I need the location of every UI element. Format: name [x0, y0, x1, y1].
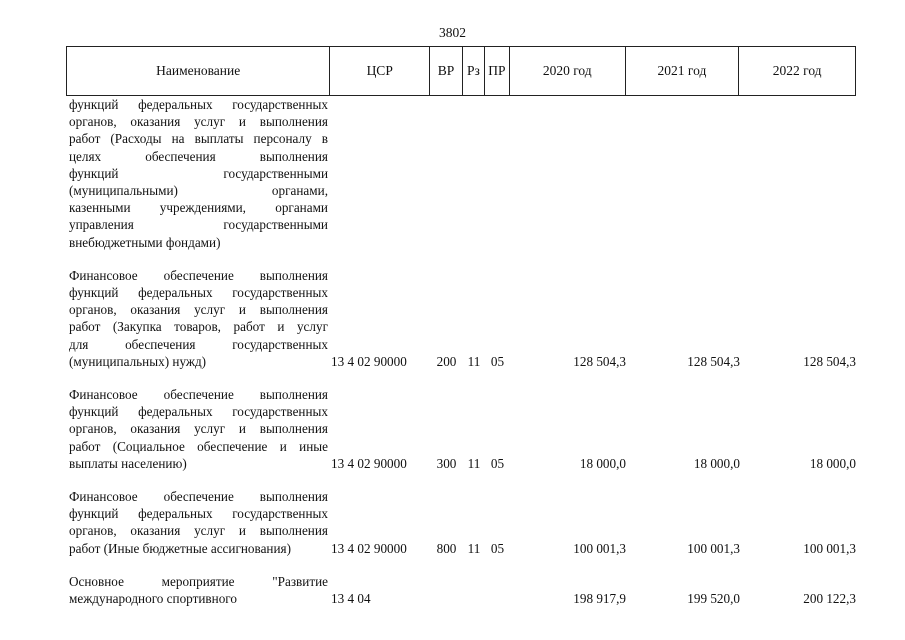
row-vr: 800 — [436, 540, 457, 556]
row-rz: 11 — [467, 353, 481, 369]
row-name-line: Финансовое обеспечение выполнения — [69, 387, 328, 403]
row-name-line: функций федеральных государственных — [69, 404, 328, 420]
row-name — [66, 267, 330, 370]
row-name-line: внебюджетными фондами) — [69, 234, 221, 250]
row-name-line: управления государственными — [69, 217, 328, 233]
row-pr: 05 — [490, 540, 505, 556]
row-csr: 13 4 02 90000 — [331, 540, 407, 556]
row-name-line: органов, оказания услуг и выполнения — [69, 523, 328, 539]
row-2022-value: 200 122,3 — [803, 591, 856, 607]
table-row — [66, 386, 866, 472]
row-name-line: (муниципальных) нужд) — [69, 353, 207, 369]
row-2021-value: 100 001,3 — [687, 540, 740, 556]
header-2022: 2022 год — [772, 63, 822, 78]
row-2020-value: 100 001,3 — [573, 540, 626, 556]
row-name-line: Финансовое обеспечение выполнения — [69, 489, 328, 505]
header-name: Наименование — [67, 47, 330, 95]
row-rz: 11 — [467, 455, 481, 471]
row-name-line: выплаты населению) — [69, 455, 187, 471]
table-row — [66, 96, 866, 251]
row-name-line: целях обеспечения выполнения — [69, 148, 328, 164]
row-name — [66, 573, 330, 607]
row-rz: 11 — [467, 540, 481, 556]
row-2020-value: 198 917,9 — [573, 591, 626, 607]
table-body — [66, 96, 866, 607]
row-name-line: Основное мероприятие "Развитие — [69, 573, 328, 589]
row-csr: 13 4 02 90000 — [331, 353, 407, 369]
header-2020: 2020 год — [510, 47, 626, 95]
row-gap — [66, 472, 866, 488]
table-row — [66, 488, 866, 557]
row-2022-value: 128 504,3 — [803, 353, 856, 369]
row-gap — [66, 370, 866, 386]
row-2020-value: 18 000,0 — [579, 455, 626, 471]
row-name-line: работ (Социальное обеспечение и иные — [69, 438, 328, 454]
row-name-line: функций федеральных государственных — [69, 285, 328, 301]
header-2021: 2021 год — [626, 47, 740, 95]
row-2021-value: 199 520,0 — [687, 591, 740, 607]
header-csr: ЦСР — [330, 47, 430, 95]
row-name-line: функций федеральных государственных — [69, 97, 328, 112]
row-name-line: работ (Расходы на выплаты персоналу в — [69, 131, 328, 147]
row-2020-value: 128 504,3 — [573, 353, 626, 369]
row-name-line: органов, оказания услуг и выполнения — [69, 114, 328, 130]
row-name-line: органов, оказания услуг и выполнения — [69, 302, 328, 318]
row-csr: 13 4 04 — [331, 591, 371, 607]
row-2021-value: 18 000,0 — [693, 455, 740, 471]
row-pr: 05 — [490, 455, 505, 471]
row-2021-value: 128 504,3 — [687, 353, 740, 369]
row-gap — [66, 557, 866, 573]
row-name-line: для обеспечения государственных — [69, 336, 328, 352]
row-gap — [66, 251, 866, 267]
header-pr: ПР — [485, 47, 510, 95]
row-name-line: работ (Закупка товаров, работ и услуг — [69, 319, 328, 335]
row-name-line: (муниципальными) органами, — [69, 183, 328, 199]
table-row — [66, 573, 866, 607]
header-rz: Рз — [463, 47, 485, 95]
row-2022-value: 18 000,0 — [809, 455, 856, 471]
row-csr: 13 4 02 90000 — [331, 455, 407, 471]
row-name-line: органов, оказания услуг и выполнения — [69, 421, 328, 437]
row-name-line: казенными учреждениями, органами — [69, 200, 328, 216]
row-2022-value: 100 001,3 — [803, 540, 856, 556]
row-pr: 05 — [490, 353, 505, 369]
row-name-line: Финансовое обеспечение выполнения — [69, 267, 328, 283]
row-name-line: функций государственными — [69, 165, 328, 181]
table-row — [66, 267, 866, 370]
row-name — [66, 488, 330, 557]
row-name-line: работ (Иные бюджетные ассигнования) — [69, 540, 291, 556]
row-name-line: функций федеральных государственных — [69, 506, 328, 522]
row-vr: 300 — [436, 455, 457, 471]
page-number: 3802 — [439, 25, 466, 40]
header-vr: ВР — [430, 47, 463, 95]
row-name-line: международного спортивного — [69, 591, 237, 607]
row-vr: 200 — [436, 353, 457, 369]
row-name — [66, 96, 330, 251]
table-header — [66, 46, 856, 96]
row-name — [66, 386, 330, 472]
